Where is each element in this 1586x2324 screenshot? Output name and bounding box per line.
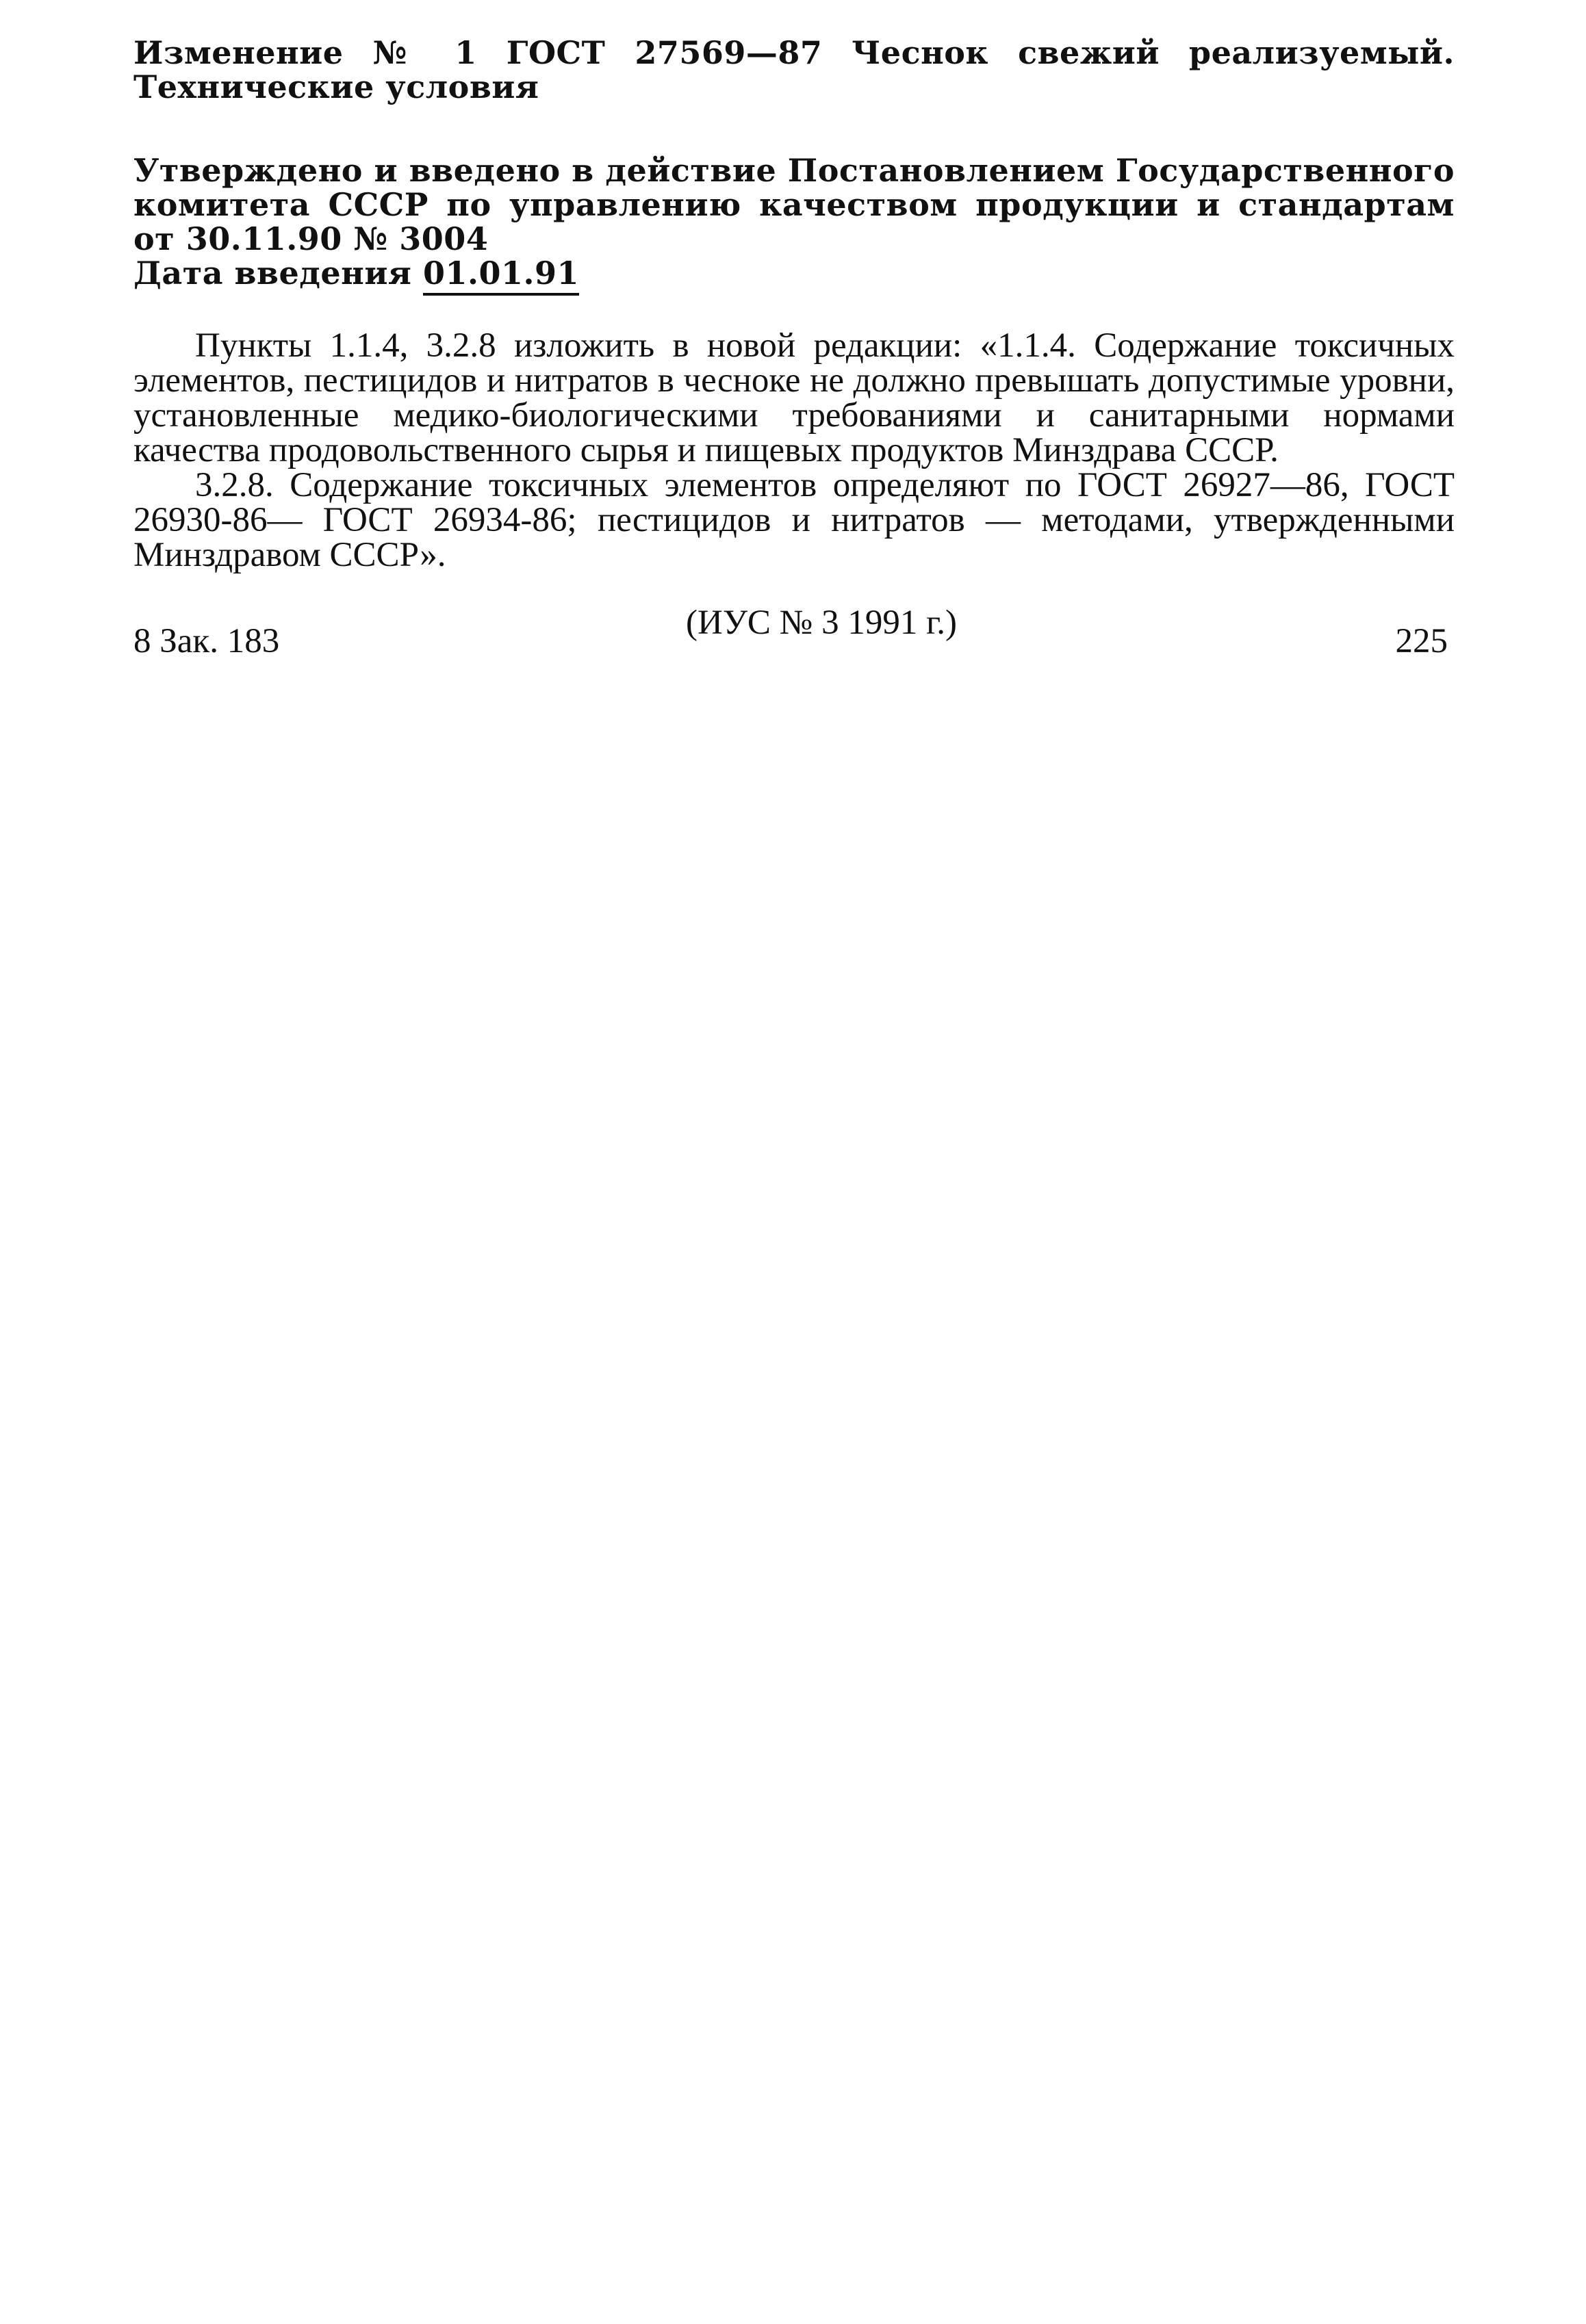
approval-statement: Утверждено и введено в действие Постановлением Государственного комитета СССР по управлению качеством продукции и стандартам от 30.11.90 № 3004	[133, 152, 1455, 257]
effective-date	[133, 256, 1455, 290]
effective-date-label: Дата введения	[133, 255, 412, 292]
amendment-title: Изменение № 1 ГОСТ 27569—87 Чеснок свежий реализуемый. Технические условия	[133, 34, 1455, 105]
amendment-paragraph-2: 3.2.8. Содержание токсичных элементов определяют по ГОСТ 26927—86, ГОСТ 26930-86— ГОСТ 26934-86; пестицидов и нитратов — методами, утвержденными Минздравом СССР».	[133, 466, 1455, 574]
amendment-paragraph-1: Пункты 1.1.4, 3.2.8 изложить в новой редакции: «1.1.4. Содержание токсичных элементов, пестицидов и нитратов в чесноке не должно превышать допустимые уровни, установленные медико-биологическими требованиями и санитарными нормами качества продовольственного сырья и пищевых продуктов Минздрава СССР.	[133, 326, 1455, 469]
effective-date-value: 01.01.91	[423, 255, 579, 296]
ius-reference: (ИУС № 3 1991 г.)	[686, 604, 957, 642]
order-number: 8 Зак. 183	[133, 622, 280, 660]
document-page	[133, 27, 1455, 675]
page-number: 225	[1395, 622, 1448, 660]
